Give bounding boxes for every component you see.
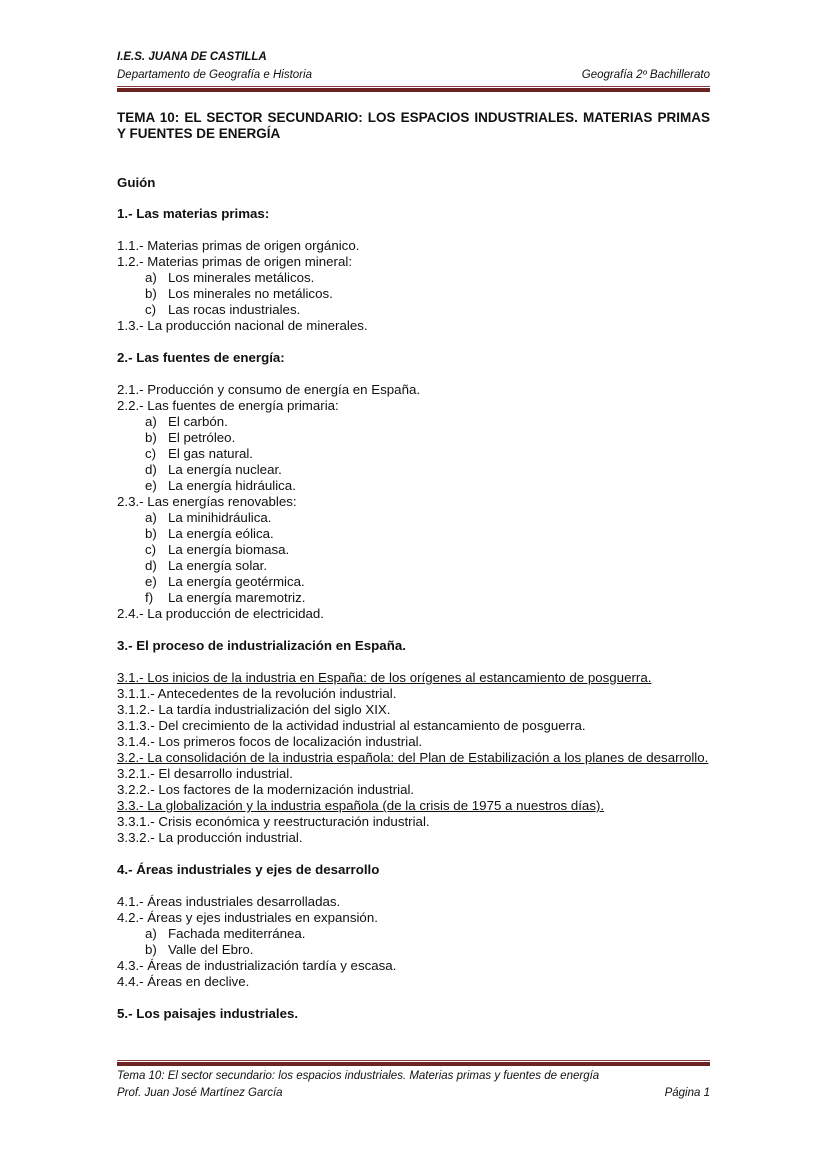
footer-author: Prof. Juan José Martínez García bbox=[117, 1087, 283, 1099]
outline-item: 3.1.3.- Del crecimiento de la actividad industrial al estancamiento de posguerra. bbox=[117, 718, 586, 733]
outline-item: 3.1.2.- La tardía industrialización del siglo XIX. bbox=[117, 702, 391, 717]
outline-subitem bbox=[117, 478, 710, 494]
footer-rule-thick bbox=[117, 1062, 710, 1066]
outline-subsection: 3.1.- Los inicios de la industria en España: de los orígenes al estancamiento de posguerra. bbox=[117, 670, 652, 685]
outline-item: 2.3.- Las energías renovables: bbox=[117, 494, 297, 509]
outline-item: 4.2.- Áreas y ejes industriales en expansión. bbox=[117, 910, 378, 925]
outline-subitem bbox=[117, 286, 710, 302]
outline-subitem bbox=[117, 430, 710, 446]
outline-subsection: 3.3.- La globalización y la industria española (de la crisis de 1975 a nuestros días). bbox=[117, 798, 605, 813]
subitem-text: La energía biomasa. bbox=[168, 542, 290, 557]
outline-subitem bbox=[117, 510, 710, 526]
subitem-letter: a) bbox=[145, 270, 157, 285]
header-school: I.E.S. JUANA DE CASTILLA bbox=[117, 51, 267, 63]
subitem-letter: d) bbox=[145, 558, 157, 573]
subitem-letter: a) bbox=[145, 510, 157, 525]
subitem-text: Valle del Ebro. bbox=[168, 942, 254, 957]
outline-subitem bbox=[117, 926, 710, 942]
header-department: Departamento de Geografía e Historia bbox=[117, 69, 312, 81]
outline-item: 2.2.- Las fuentes de energía primaria: bbox=[117, 398, 339, 413]
subitem-letter: b) bbox=[145, 430, 157, 445]
header-course: Geografía 2º Bachillerato bbox=[581, 69, 710, 81]
subitem-text: La minihidráulica. bbox=[168, 510, 272, 525]
outline-subitem bbox=[117, 414, 710, 430]
subitem-text: Los minerales no metálicos. bbox=[168, 286, 333, 301]
outline-subitem bbox=[117, 558, 710, 574]
outline-item: 4.3.- Áreas de industrialización tardía y escasa. bbox=[117, 958, 397, 973]
section-heading: 2.- Las fuentes de energía: bbox=[117, 350, 285, 365]
subitem-text: La energía hidráulica. bbox=[168, 478, 296, 493]
guion-heading: Guión bbox=[117, 175, 156, 190]
outline-subitem bbox=[117, 942, 710, 958]
footer-rule-thin bbox=[117, 1060, 710, 1061]
subitem-letter: b) bbox=[145, 526, 157, 541]
outline-item: 1.1.- Materias primas de origen orgánico. bbox=[117, 238, 360, 253]
subitem-text: La energía solar. bbox=[168, 558, 268, 573]
subitem-text: La energía nuclear. bbox=[168, 462, 282, 477]
outline-subitem bbox=[117, 542, 710, 558]
outline-item: 3.1.4.- Los primeros focos de localización industrial. bbox=[117, 734, 423, 749]
outline bbox=[117, 175, 710, 1038]
document-title: TEMA 10: EL SECTOR SECUNDARIO: LOS ESPACIOS INDUSTRIALES. MATERIAS PRIMAS Y FUENTES DE ENERGÍA bbox=[117, 110, 710, 141]
section bbox=[117, 1006, 710, 1022]
section-heading: 4.- Áreas industriales y ejes de desarrollo bbox=[117, 862, 380, 877]
footer-page-number: Página 1 bbox=[664, 1087, 710, 1099]
section bbox=[117, 638, 710, 846]
section-heading: 5.- Los paisajes industriales. bbox=[117, 1006, 299, 1021]
sections bbox=[117, 206, 710, 1022]
outline-item: 2.1.- Producción y consumo de energía en España. bbox=[117, 382, 421, 397]
section bbox=[117, 206, 710, 334]
subitem-letter: f) bbox=[145, 590, 154, 605]
subitem-text: La energía geotérmica. bbox=[168, 574, 305, 589]
outline-subitem bbox=[117, 526, 710, 542]
header-rule-thin bbox=[117, 86, 710, 87]
outline-item: 3.2.1.- El desarrollo industrial. bbox=[117, 766, 293, 781]
header-rule-thick bbox=[117, 88, 710, 92]
subitem-letter: b) bbox=[145, 942, 157, 957]
subitem-text: Los minerales metálicos. bbox=[168, 270, 315, 285]
outline-subitem bbox=[117, 446, 710, 462]
outline-subitem bbox=[117, 302, 710, 318]
subitem-text: La energía maremotriz. bbox=[168, 590, 306, 605]
outline-item: 3.3.2.- La producción industrial. bbox=[117, 830, 303, 845]
subitem-text: El gas natural. bbox=[168, 446, 254, 461]
subitem-letter: a) bbox=[145, 414, 157, 429]
subitem-text: La energía eólica. bbox=[168, 526, 274, 541]
subitem-letter: a) bbox=[145, 926, 157, 941]
outline-subitem bbox=[117, 462, 710, 478]
outline-item: 3.2.2.- Los factores de la modernización industrial. bbox=[117, 782, 415, 797]
outline-subitem bbox=[117, 590, 710, 606]
outline-subsection: 3.2.- La consolidación de la industria española: del Plan de Estabilización a los planes de desarrollo. bbox=[117, 750, 709, 765]
subitem-letter: e) bbox=[145, 574, 157, 589]
footer-topic: Tema 10: El sector secundario: los espacios industriales. Materias primas y fuentes de energía bbox=[117, 1070, 600, 1082]
outline-item: 4.4.- Áreas en declive. bbox=[117, 974, 250, 989]
subitem-text: Las rocas industriales. bbox=[168, 302, 301, 317]
subitem-text: El petróleo. bbox=[168, 430, 236, 445]
header-row bbox=[117, 69, 710, 81]
section-heading: 3.- El proceso de industrialización en España. bbox=[117, 638, 406, 653]
footer-row bbox=[117, 1087, 710, 1099]
subitem-letter: c) bbox=[145, 302, 157, 317]
outline-item: 2.4.- La producción de electricidad. bbox=[117, 606, 324, 621]
subitem-text: El carbón. bbox=[168, 414, 228, 429]
section bbox=[117, 862, 710, 990]
section-heading: 1.- Las materias primas: bbox=[117, 206, 270, 221]
outline-item: 3.3.1.- Crisis económica y reestructuración industrial. bbox=[117, 814, 430, 829]
subitem-letter: c) bbox=[145, 542, 157, 557]
outline-subitem bbox=[117, 270, 710, 286]
subitem-letter: b) bbox=[145, 286, 157, 301]
subitem-text: Fachada mediterránea. bbox=[168, 926, 306, 941]
subitem-letter: c) bbox=[145, 446, 157, 461]
outline-item: 4.1.- Áreas industriales desarrolladas. bbox=[117, 894, 341, 909]
outline-item: 1.2.- Materias primas de origen mineral: bbox=[117, 254, 353, 269]
outline-subitem bbox=[117, 574, 710, 590]
section bbox=[117, 350, 710, 622]
subitem-letter: e) bbox=[145, 478, 157, 493]
outline-item: 1.3.- La producción nacional de minerales. bbox=[117, 318, 368, 333]
subitem-letter: d) bbox=[145, 462, 157, 477]
outline-item: 3.1.1.- Antecedentes de la revolución industrial. bbox=[117, 686, 397, 701]
